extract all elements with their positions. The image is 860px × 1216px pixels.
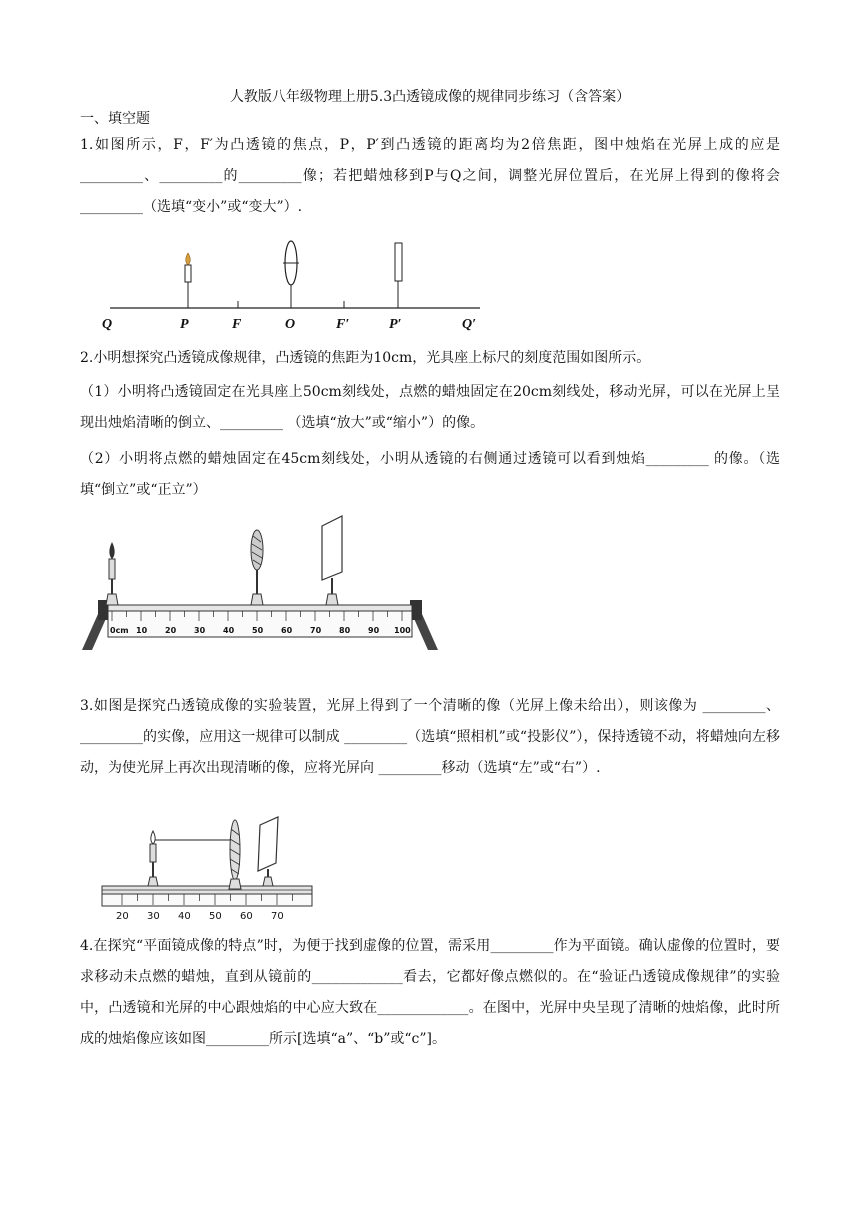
label-f: F — [232, 317, 242, 332]
section-heading: 一、填空题 — [80, 111, 150, 127]
convex-lens-icon — [251, 530, 263, 605]
tick-40: 40 — [223, 626, 235, 635]
candle-icon — [148, 831, 158, 886]
question-4-text: 4.在探究“平面镜成像的特点”时，为便于找到虚像的位置，需采用_________作为平面镜。确认虚像的位置时，要求移动未点燃的蜡烛，直到从镜前的_____________看去，它都好像点燃似的。在“验证凸透镜成像规律”的实验中，凸透镜和光屏的中心跟烛焰的中心应大致在_____________。在图中，光屏中央呈现了清晰的烛焰像，此时所成的烛焰像应该如图_________所示[选填“a”、“b”或“c”]。 — [80, 938, 780, 1047]
question-1-text: 1.如图所示，F，F′为凸透镜的焦点，P，P′到凸透镜的距离均为2倍焦距，图中烛焰在光屏上成的应是_________、_________的_________像；若把蜡烛移到P与Q之间，调整光屏位置后，在光屏上得到的像将会_________（选填“变小”或“变大”）. — [80, 137, 780, 215]
tick-40: 40 — [178, 911, 191, 922]
light-screen-icon — [258, 817, 278, 886]
document-title: 人教版八年级物理上册5.3凸透镜成像的规律同步练习（含答案） — [229, 89, 631, 105]
tick-30: 30 — [194, 626, 206, 635]
figure-3-optical-bench — [100, 815, 315, 925]
question-2-part-2: （2）小明将点燃的蜡烛固定在45cm刻线处，小明从透镜的右侧通过透镜可以看到烛焰_________ 的像。（选填“倒立”或“正立”） — [80, 451, 780, 498]
tick-20: 20 — [116, 911, 129, 922]
label-o: O — [285, 317, 296, 332]
bench-scale — [102, 894, 312, 906]
tick-80: 80 — [339, 626, 351, 635]
tick-70: 70 — [271, 911, 284, 922]
tick-60: 60 — [281, 626, 293, 635]
question-2-intro: 2.小明想探究凸透镜成像规律，凸透镜的焦距为10cm，光具座上标尺的刻度范围如图所示。 — [80, 350, 651, 366]
label-q-prime: Q′ — [462, 317, 477, 332]
figure-2-optical-bench — [80, 512, 440, 657]
tick-30: 30 — [147, 911, 160, 922]
tick-70: 70 — [310, 626, 322, 635]
tick-20: 20 — [165, 626, 177, 635]
light-screen-icon — [395, 243, 402, 308]
tick-90: 90 — [368, 626, 380, 635]
tick-10: 10 — [136, 626, 148, 635]
label-p-prime: P′ — [389, 317, 402, 332]
tick-60: 60 — [240, 911, 253, 922]
convex-lens-icon — [229, 820, 241, 889]
tick-100: 100 — [394, 626, 411, 635]
question-2-part-1: （1）小明将凸透镜固定在光具座上50cm刻线处，点燃的蜡烛固定在20cm刻线处，移动光屏，可以在光屏上呈现出烛焰清晰的倒立、_________ （选填“放大”或“缩小”）的像。 — [80, 384, 780, 431]
scale-labels — [116, 911, 284, 922]
figure-1-lens-axis — [100, 238, 490, 338]
candle-icon — [106, 542, 118, 605]
label-p: P — [180, 317, 189, 332]
candle-icon — [185, 253, 191, 308]
question-3-text: 3.如图是探究凸透镜成像的实验装置，光屏上得到了一个清晰的像（光屏上像未给出），则该像为 _________、 _________的实像，应用这一规律可以制成 _________（选填“照相机”或“投影仪”），保持透镜不动，将蜡烛向左移动，为使光屏上再次出现清晰的像，应将光屏向 _________移动（选填“左”或“右”）. — [80, 698, 780, 776]
tick-0: 0cm — [110, 626, 129, 635]
light-screen-icon — [322, 516, 342, 605]
tick-50: 50 — [209, 911, 222, 922]
bench-rail — [108, 605, 412, 611]
convex-lens-icon — [283, 241, 299, 308]
tick-50: 50 — [252, 626, 264, 635]
label-f-prime: F′ — [336, 317, 350, 332]
label-q: Q — [102, 317, 113, 332]
